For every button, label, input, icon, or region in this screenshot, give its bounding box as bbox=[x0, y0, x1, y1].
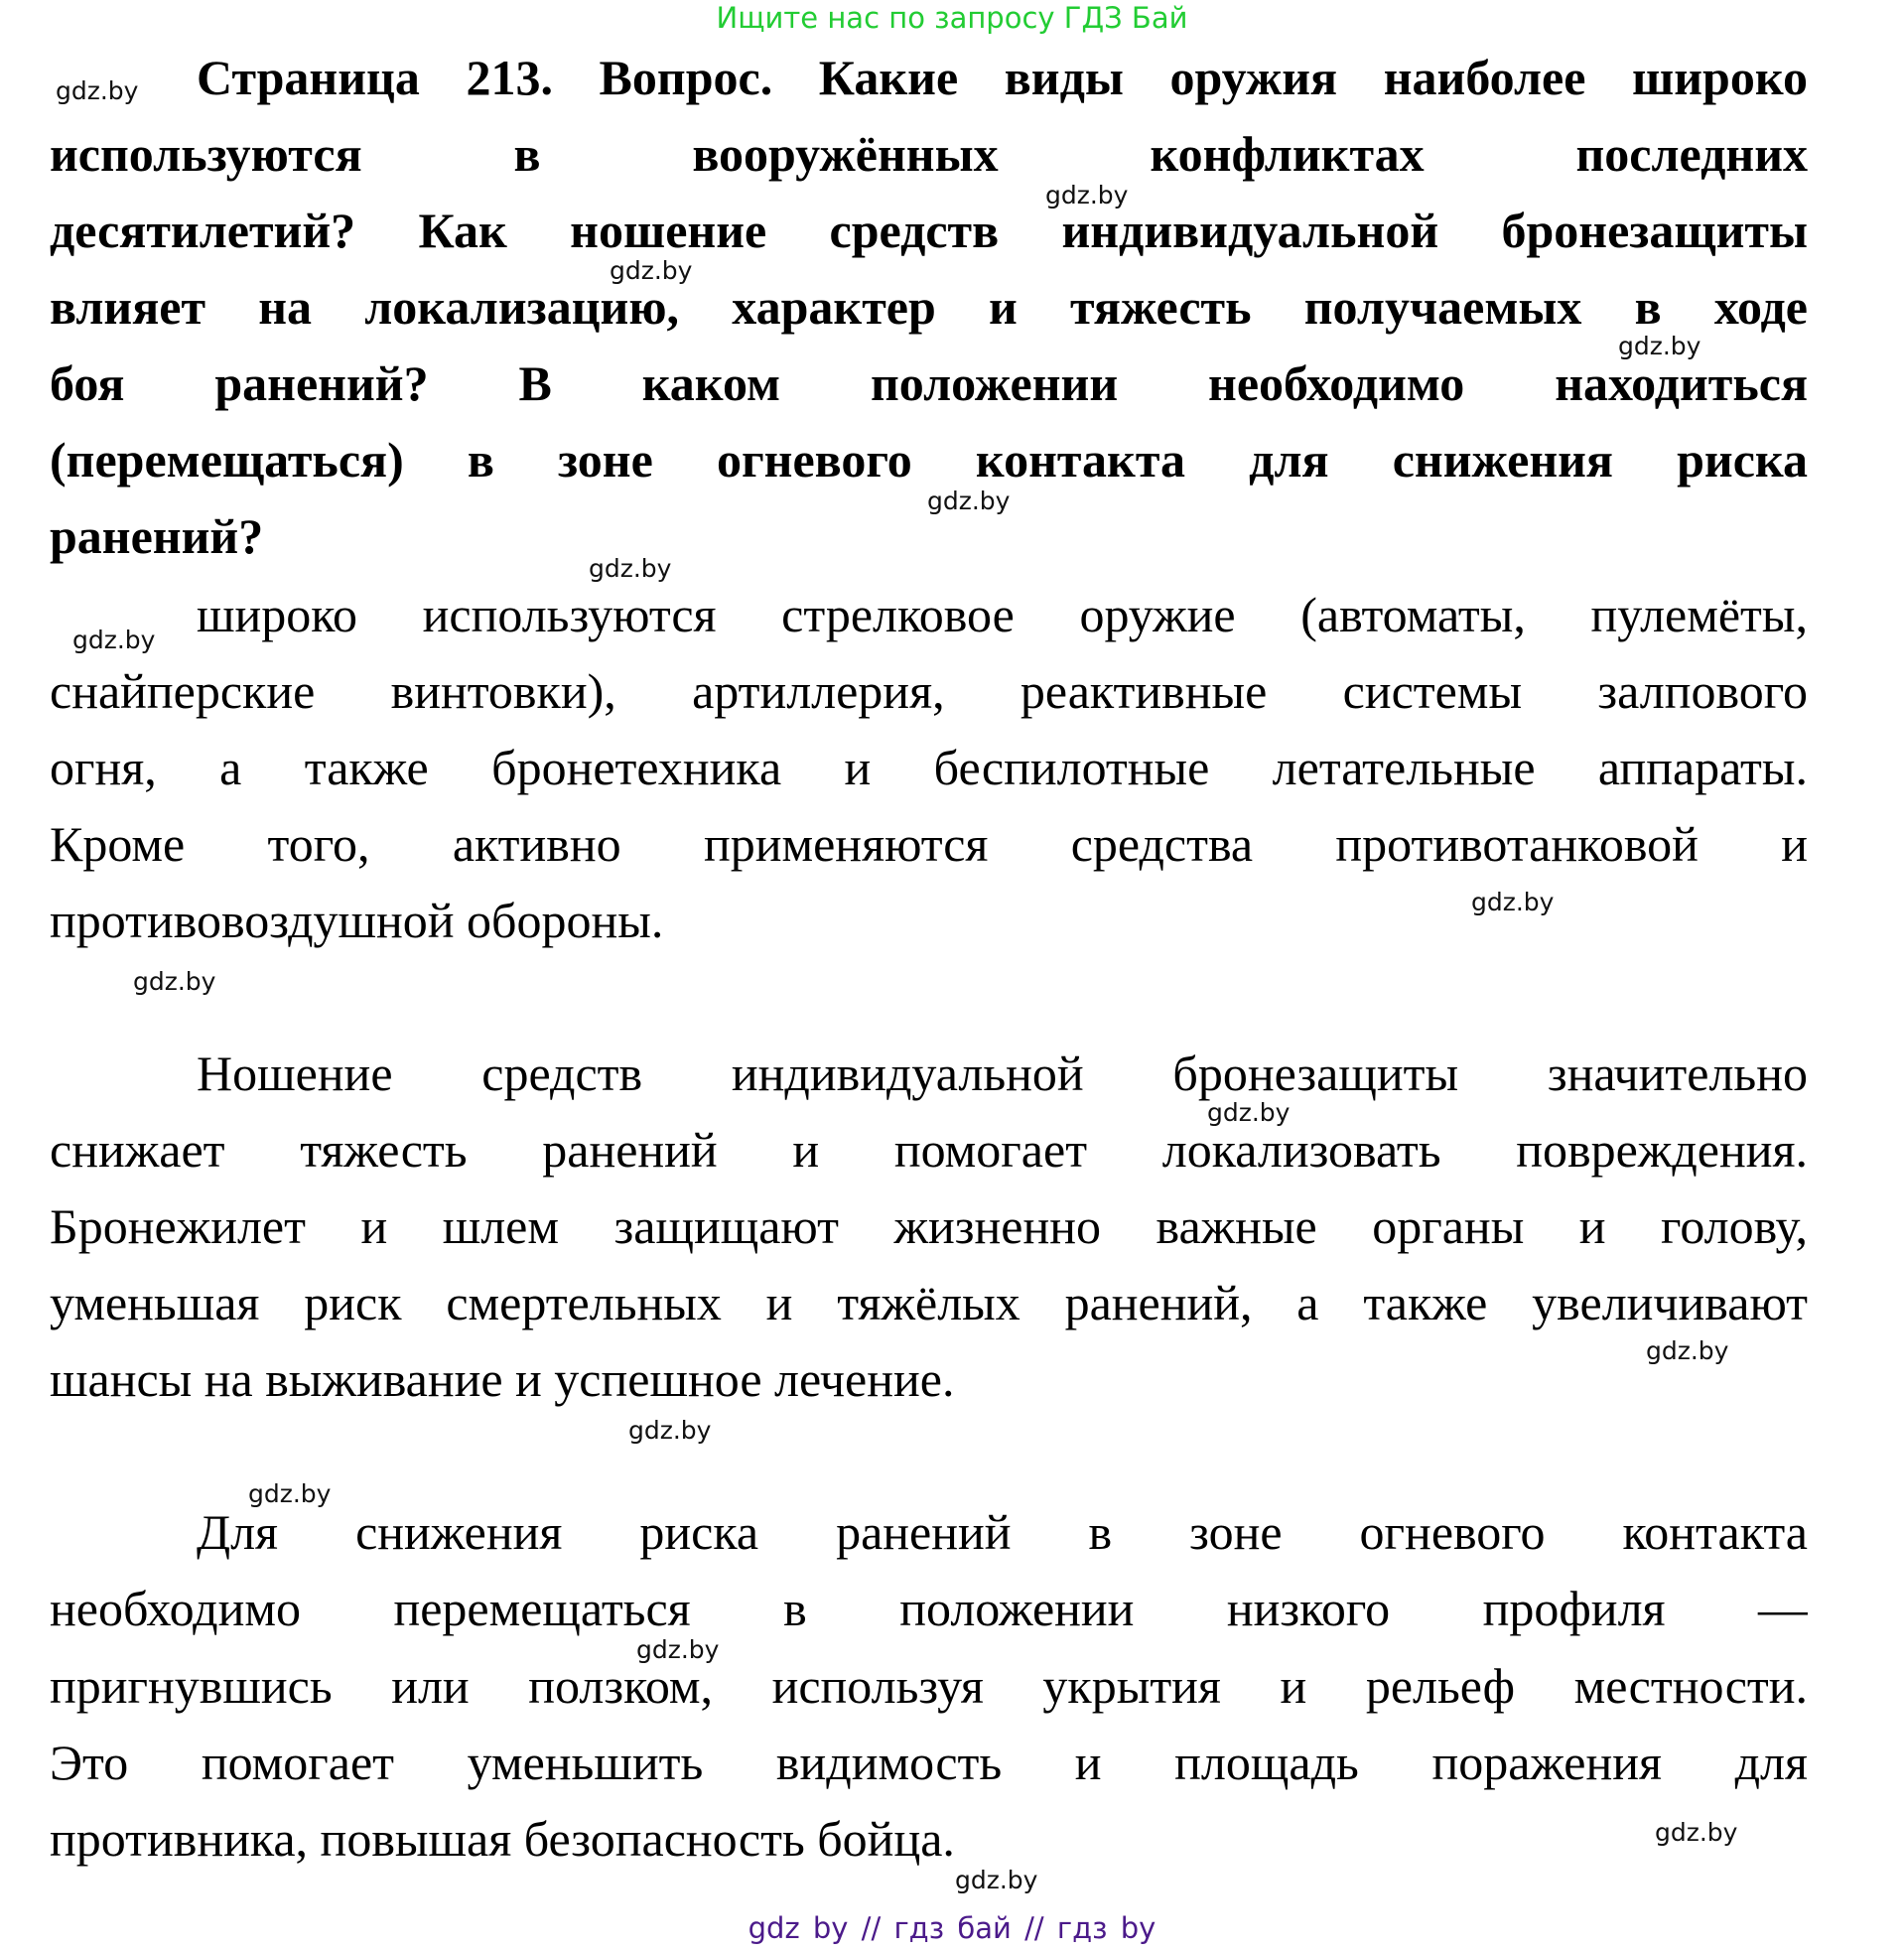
answer-line: пригнувшись или ползком, используя укрытия и рельеф местности. bbox=[50, 1658, 1808, 1714]
watermark: gdz.by bbox=[610, 256, 693, 285]
watermark: gdz.by bbox=[133, 967, 216, 996]
answer-line: необходимо перемещаться в положении низкого профиля — bbox=[50, 1581, 1808, 1636]
answer-line: противовоздушной обороны. bbox=[50, 893, 664, 948]
watermark: gdz.by bbox=[589, 554, 672, 583]
watermark: gdz.by bbox=[1045, 181, 1129, 209]
watermark: gdz.by bbox=[1618, 332, 1701, 360]
watermark: gdz.by bbox=[56, 76, 139, 105]
watermark: gdz.by bbox=[628, 1416, 712, 1445]
answer-line: уменьшая риск смертельных и тяжёлых ранений, а также увеличивают bbox=[50, 1275, 1808, 1330]
question-line: десятилетий? Как ношение средств индивидуальной бронезащиты bbox=[50, 203, 1808, 258]
watermark: gdz.by bbox=[927, 487, 1011, 515]
answer-line: противника, повышая безопасность бойца. bbox=[50, 1811, 955, 1867]
answer-line: Кроме того, активно применяются средства противотанковой и bbox=[50, 816, 1808, 872]
search-banner[interactable]: Ищите нас по запросу ГДЗ Бай bbox=[716, 1, 1188, 35]
watermark: gdz.by bbox=[1207, 1098, 1291, 1127]
answer-line: Это помогает уменьшить видимость и площадь поражения для bbox=[50, 1735, 1808, 1790]
footer-links[interactable]: gdz by // гдз бай // гдз by bbox=[748, 1911, 1156, 1945]
question-line: (перемещаться) в зоне огневого контакта для снижения риска bbox=[50, 432, 1808, 488]
watermark: gdz.by bbox=[1646, 1336, 1729, 1365]
answer-line: огня, а также бронетехника и беспилотные летательные аппараты. bbox=[50, 740, 1808, 795]
question-line: используются в вооружённых конфликтах последних bbox=[50, 126, 1808, 182]
answer-line: шансы на выживание и успешное лечение. bbox=[50, 1351, 955, 1407]
watermark: gdz.by bbox=[1655, 1818, 1738, 1847]
answer-line: снайперские винтовки), артиллерия, реактивные системы залпового bbox=[50, 663, 1808, 719]
question-line: боя ранений? В каком положении необходимо находиться bbox=[50, 355, 1808, 411]
question-line: влияет на локализацию, характер и тяжесть получаемых в ходе bbox=[50, 279, 1808, 335]
watermark: gdz.by bbox=[636, 1635, 720, 1664]
question-line: ранений? bbox=[50, 508, 264, 564]
answer-line: широко используются стрелковое оружие (автоматы, пулемёты, bbox=[197, 587, 1808, 642]
watermark: gdz.by bbox=[248, 1479, 332, 1508]
answer-line: снижает тяжесть ранений и помогает локализовать повреждения. bbox=[50, 1122, 1808, 1178]
answer-line: Для снижения риска ранений в зоне огневого контакта bbox=[197, 1504, 1808, 1560]
answer-line: Ношение средств индивидуальной бронезащиты значительно bbox=[197, 1046, 1808, 1101]
watermark: gdz.by bbox=[955, 1866, 1038, 1894]
watermark: gdz.by bbox=[1471, 888, 1555, 916]
watermark: gdz.by bbox=[72, 626, 156, 654]
answer-line: Бронежилет и шлем защищают жизненно важные органы и голову, bbox=[50, 1198, 1808, 1254]
question-line: Страница 213. Вопрос. Какие виды оружия наиболее широко bbox=[197, 50, 1808, 105]
